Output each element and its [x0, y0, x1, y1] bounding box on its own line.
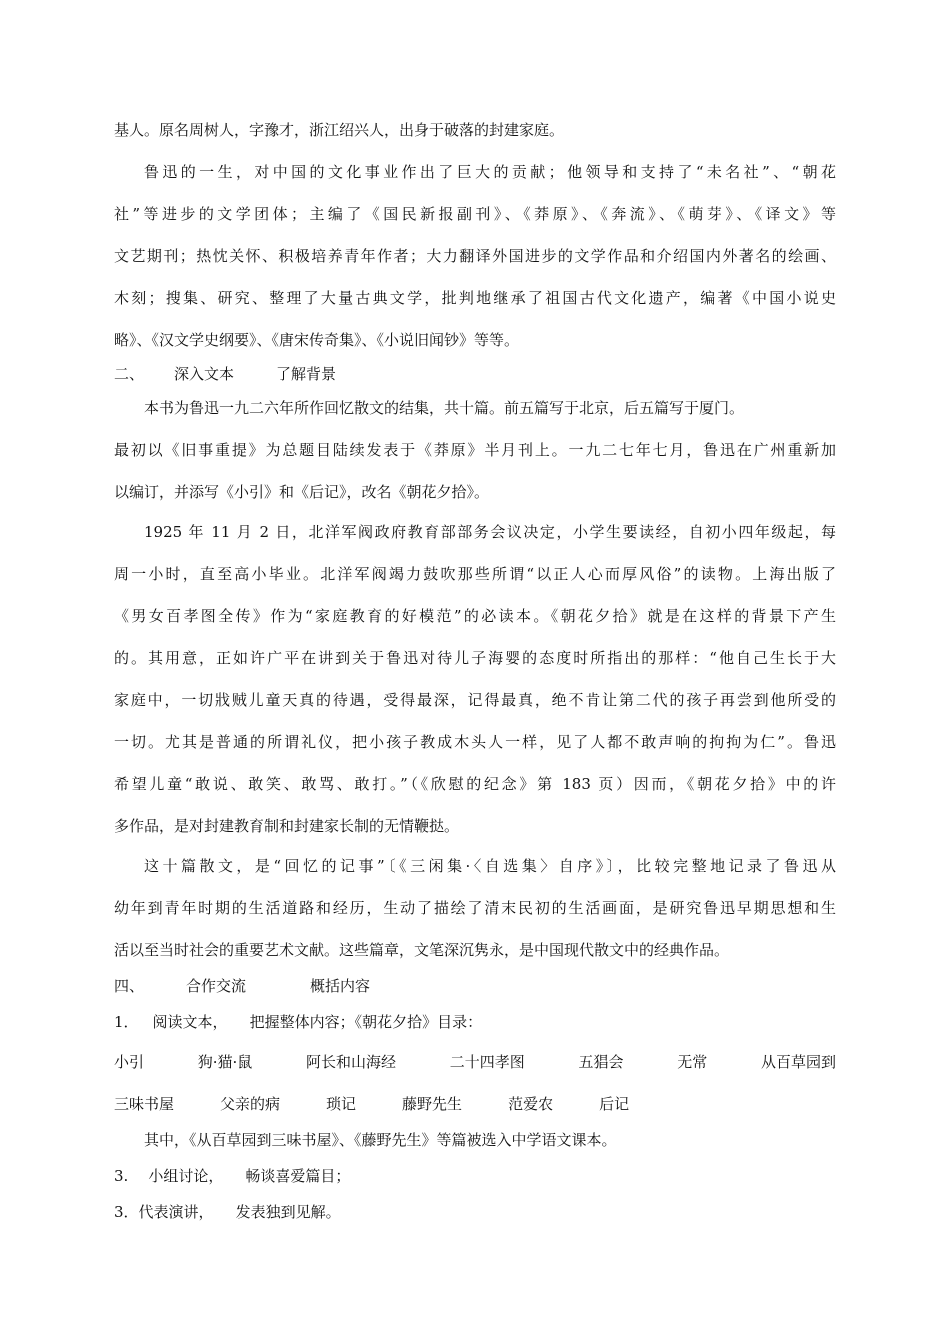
text-line: 文艺期刊；热忱关怀、积极培养青年作者；大力翻译外国进步的文学作品和介绍国内外著名的绘画、 — [114, 247, 836, 265]
text-line: 的。其用意，正如许广平在讲到关于鲁迅对待儿子海婴的态度时所指出的那样：“他自己生长于大 — [114, 649, 836, 667]
text-line: 鲁迅的一生，对中国的文化事业作出了巨大的贡献；他领导和支持了“未名社”、“朝花 — [144, 163, 836, 181]
step-text: 代表演讲， — [138, 1203, 214, 1221]
section-title: 合作交流 — [186, 977, 247, 995]
toc-item: 五猖会 — [578, 1053, 624, 1071]
text-line: 略》、《汉文学史纲要》、《唐宋传奇集》、《小说旧闻钞》等等。 — [114, 331, 520, 349]
context-paragraph — [114, 520, 836, 838]
text-line: 一切。尤其是普通的所谓礼仪，把小孩子教成木头人一样，见了人都不敢声响的拘拘为仁”。鲁迅 — [114, 733, 836, 751]
text-line: 周一小时，直至高小毕业。北洋军阀竭力鼓吹那些所谓“以正人心而厚风俗”的读物。上海出版了 — [114, 565, 836, 583]
text-line: 多作品，是对封建教育制和封建家长制的无情鞭挞。 — [114, 817, 460, 835]
step-3 — [114, 1164, 836, 1188]
background-paragraph — [114, 396, 836, 504]
text-line: 木刻；搜集、研究、整理了大量古典文学，批判地继承了祖国古代文化遗产，编著《中国小说史 — [114, 289, 836, 307]
section-number: 四、 — [114, 977, 145, 995]
step-number: 3． — [114, 1203, 139, 1221]
text-line: 以编订，并添写《小引》和《后记》，改名《朝花夕拾》。 — [114, 483, 490, 501]
section-heading-2 — [114, 362, 836, 386]
toc-item: 琐记 — [326, 1095, 357, 1113]
intro-paragraph-tail: 基人。原名周树人，字豫才，浙江绍兴人，出身于破落的封建家庭。 — [114, 121, 565, 139]
toc-item: 范爱农 — [508, 1095, 554, 1113]
toc-item: 小引 — [114, 1053, 145, 1071]
text-line: 希望儿童“敢说、敢笑、敢骂、敢打。”（《欣慰的纪念》第 183 页）因而，《朝花夕拾》中的许 — [114, 775, 836, 793]
text-line: 这十篇散文，是“回忆的记事”〔《三闲集·〈自选集〉自序》〕，比较完整地记录了鲁迅从 — [144, 857, 836, 875]
table-of-contents-row-2 — [114, 1092, 836, 1116]
step-text: 把握整体内容；《朝花夕拾》目录： — [249, 1013, 483, 1031]
step-text: 阅读文本， — [152, 1013, 228, 1031]
summary-paragraph — [114, 854, 836, 962]
toc-item: 从百草园到 — [760, 1053, 836, 1071]
section-title: 深入文本 — [174, 365, 235, 383]
toc-item: 父亲的病 — [220, 1095, 281, 1113]
toc-item: 狗·猫·鼠 — [197, 1053, 253, 1071]
toc-item: 二十四孝图 — [449, 1053, 525, 1071]
text-line: 本书为鲁迅一九二六年所作回忆散文的结集，共十篇。前五篇写于北京，后五篇写于厦门。 — [144, 399, 745, 417]
text-line: 活以至当时社会的重要艺术文献。这些篇章，文笔深沉隽永，是中国现代散文中的经典作品。 — [114, 941, 730, 959]
step-1 — [114, 1010, 836, 1034]
text-line: 1925 年 11 月 2 日，北洋军阀政府教育部部务会议决定，小学生要读经，自初小四年级起，每 — [144, 523, 836, 541]
document-page — [114, 118, 836, 1224]
toc-item: 藤野先生 — [402, 1095, 463, 1113]
textbook-note: 其中，《从百草园到三味书屋》、《藤野先生》等篇被选入中学语文课本。 — [144, 1131, 617, 1149]
toc-item: 后记 — [599, 1095, 630, 1113]
step-text: 发表独到见解。 — [235, 1203, 341, 1221]
text-line: 社”等进步的文学团体；主编了《国民新报副刊》、《莽原》、《奔流》、《萌芽》、《译文》等 — [114, 205, 836, 223]
step-text: 小组讨论， — [148, 1167, 224, 1185]
section-heading-4 — [114, 974, 836, 998]
toc-item: 无常 — [677, 1053, 708, 1071]
toc-item: 三味书屋 — [114, 1095, 175, 1113]
contribution-paragraph — [114, 160, 836, 352]
step-3b — [114, 1200, 836, 1224]
section-subtitle: 了解背景 — [276, 365, 337, 383]
step-number: 1． — [114, 1013, 139, 1031]
table-of-contents-row-1 — [114, 1050, 836, 1074]
text-line: 《男女百孝图全传》作为“家庭教育的好模范”的必读本。《朝花夕拾》就是在这样的背景下产生 — [114, 607, 836, 625]
text-line: 家庭中，一切戕贼儿童天真的待遇，受得最深，记得最真，绝不肯让第二代的孩子再尝到他所受的 — [114, 691, 836, 709]
section-number: 二、 — [114, 365, 145, 383]
toc-item: 阿长和山海经 — [306, 1053, 397, 1071]
section-subtitle: 概括内容 — [310, 977, 371, 995]
text-line: 幼年到青年时期的生活道路和经历，生动了描绘了清末民初的生活画面，是研究鲁迅早期思想和生 — [114, 899, 836, 917]
text-line: 最初以《旧事重提》为总题目陆续发表于《莽原》半月刊上。一九二七年七月，鲁迅在广州重新加 — [114, 441, 836, 459]
step-text: 畅谈喜爱篇目； — [245, 1167, 351, 1185]
step-number: 3. — [114, 1167, 129, 1185]
